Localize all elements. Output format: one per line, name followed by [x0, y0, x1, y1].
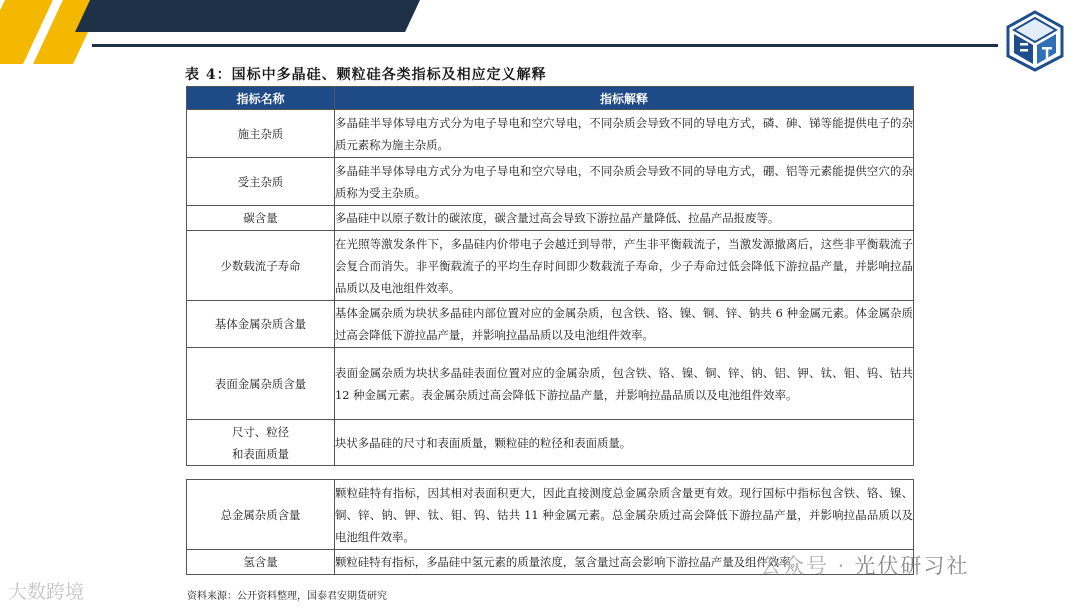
source-note: 资料来源：公开资料整理，国泰君安期货研究 [187, 591, 387, 602]
column-header-name: 指标名称 [187, 87, 335, 110]
table-row [187, 206, 914, 231]
watermark-prefix: 公众号 · [760, 554, 847, 578]
decor-header-line [92, 44, 998, 47]
indicator-definition: 块状多晶硅的尺寸和表面质量，颗粒硅的粒径和表面质量。 [335, 420, 914, 466]
column-header-definition: 指标解释 [335, 87, 914, 110]
indicator-name: 施主杂质 [187, 110, 335, 158]
indicator-name: 基体金属杂质含量 [187, 301, 335, 348]
indicator-table [186, 86, 914, 466]
table-row [187, 480, 914, 550]
indicator-name: 总金属杂质含量 [187, 480, 335, 550]
indicator-definition: 基体金属杂质为块状多晶硅内部位置对应的金属杂质，包含铁、铬、镍、铜、锌、钠共 6 种金属元素。体金属杂质过高会降低下游拉晶产量，并影响拉晶品质以及电池组件效率。 [335, 301, 914, 348]
table-row [187, 231, 914, 301]
table-row [187, 110, 914, 158]
table-row [187, 348, 914, 420]
indicator-name: 碳含量 [187, 206, 335, 231]
table-title: 表 4：国标中多晶硅、颗粒硅各类指标及相应定义解释 [185, 67, 547, 83]
indicator-definition: 多晶硅半导体导电方式分为电子导电和空穴导电，不同杂质会导致不同的导电方式，硼、铝等元素能提供空穴的杂质称为受主杂质。 [335, 158, 914, 206]
indicator-name: 氢含量 [187, 550, 335, 575]
watermark-account-name: 光伏研习社 [854, 554, 970, 578]
watermark-left: 大数跨境 [8, 581, 85, 603]
indicator-definition: 在光照等激发条件下，多晶硅内价带电子会越迁到导带，产生非平衡载流子，当激发源撤离后，这些非平衡载流子会复合而消失。非平衡载流子的平均生存时间即少数载流子寿命，少子寿命过低会降低下游拉晶产量，并影响拉晶品质以及电池组件效率。 [335, 231, 914, 301]
indicator-name: 少数载流子寿命 [187, 231, 335, 301]
indicator-definition: 多晶硅半导体导电方式分为电子导电和空穴导电，不同杂质会导致不同的导电方式，磷、砷、锑等能提供电子的杂质元素称为施主杂质。 [335, 110, 914, 158]
indicator-definition: 多晶硅中以原子数计的碳浓度，碳含量过高会导致下游拉晶产量降低、拉晶产品报废等。 [335, 206, 914, 231]
brand-logo-icon [1004, 10, 1066, 72]
indicator-definition: 颗粒硅特有指标，多晶硅中氢元素的质量浓度，氢含量过高会影响下游拉晶产量及组件效率。 [335, 550, 914, 575]
indicator-definition: 颗粒硅特有指标，因其相对表面积更大，因此直接测度总金属杂质含量更有效。现行国标中指标包含铁、铬、镍、铜、锌、钠、钾、钛、钼、钨、钴共 11 种金属元素。总金属杂质过高会降低下游拉晶产量，并影响拉晶品质以及电池组件效率。 [335, 480, 914, 550]
table-row [187, 301, 914, 348]
table-header-row [187, 87, 914, 110]
indicator-name: 表面金属杂质含量 [187, 348, 335, 420]
indicator-name: 受主杂质 [187, 158, 335, 206]
decor-header-band [75, 0, 420, 32]
indicator-name: 尺寸、粒径 和表面质量 [187, 420, 335, 466]
table-row [187, 158, 914, 206]
indicator-definition: 表面金属杂质为块状多晶硅表面位置对应的金属杂质，包含铁、铬、镍、铜、锌、钠、铝、钾、钛、钼、钨、钴共 12 种金属元素。表金属杂质过高会降低下游拉晶产量，并影响拉晶品质以及电池组件效率。 [335, 348, 914, 420]
table-row [187, 420, 914, 466]
watermark-right [760, 550, 969, 580]
